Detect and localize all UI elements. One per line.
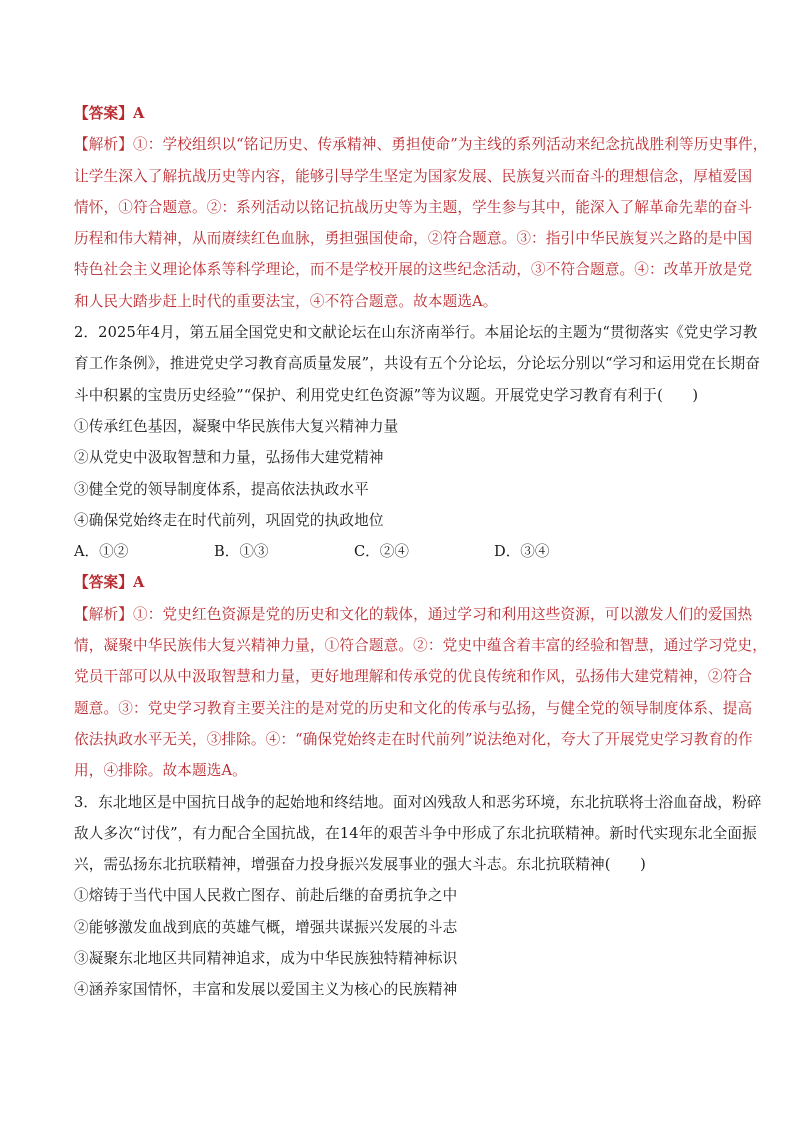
analysis-line: 党员干部可以从中汲取智慧和力量，更好地理解和传承党的优良传统和作风，弘扬伟大建党精神，②符合 [74, 668, 753, 686]
question-3-stem: 3．东北地区是中国抗日战争的起始地和终结地。面对凶残敌人和恶劣环境，东北抗联将士浴血奋战，粉碎 [74, 793, 762, 811]
analysis-line: 依法执政水平无关，③排除。④：“确保党始终走在时代前列”说法绝对化，夸大了开展党史学习教育的作 [74, 730, 753, 748]
analysis-line: 【解析】①：学校组织以“铭记历史、传承精神、勇担使命”为主线的系列活动来纪念抗战胜利等历史事件， [74, 136, 768, 154]
option-b: B．①③ [214, 543, 269, 561]
statement-item: ②能够激发血战到底的英雄气概，增强共谋振兴发展的斗志 [74, 918, 458, 936]
statement-item: ①传承红色基因，凝聚中华民族伟大复兴精神力量 [74, 417, 399, 435]
question-3-stem: 敌人多次“讨伐”，有力配合全国抗战，在14年的艰苦斗争中形成了东北抗联精神。新时代实现东北全面振 [74, 824, 757, 842]
analysis-line: 和人民大踏步赶上时代的重要法宝，④不符合题意。故本题选A。 [74, 292, 498, 310]
analysis-line: 让学生深入了解抗战历史等内容，能够引导学生坚定为国家发展、民族复兴而奋斗的理想信念，厚植爱国 [74, 167, 753, 185]
statement-item: ③健全党的领导制度体系，提高依法执政水平 [74, 480, 369, 498]
analysis-line: 历程和伟大精神，从而赓续红色血脉，勇担强国使命，②符合题意。③：指引中华民族复兴之路的是中国 [74, 230, 753, 248]
statement-item: ①熔铸于当代中国人民救亡图存、前赴后继的奋勇抗争之中 [74, 887, 458, 905]
option-c: C．②④ [354, 543, 409, 561]
option-d: D．③④ [494, 543, 550, 561]
option-a: A．①② [74, 543, 129, 561]
statement-item: ④涵养家国情怀，丰富和发展以爱国主义为核心的民族精神 [74, 981, 458, 999]
page-content [74, 98, 768, 1006]
analysis-line: 特色社会主义理论体系等科学理论，而不是学校开展的这些纪念活动，③不符合题意。④：改革开放是党 [74, 261, 753, 279]
question-3-stem: 兴，需弘扬东北抗联精神，增强奋力投身振兴发展事业的强大斗志。东北抗联精神( ) [74, 856, 646, 874]
question-2-stem: 2．2025年4月，第五届全国党史和文献论坛在山东济南举行。本届论坛的主题为“贯彻落实《党史学习教 [74, 324, 758, 342]
options-row [74, 536, 722, 567]
analysis-line: 题意。③：党史学习教育主要关注的是对党的历史和文化的传承与弘扬，与健全党的领导制度体系、提高 [74, 699, 753, 717]
answer-line-2: 【答案】A [74, 574, 145, 592]
statement-item: ③凝聚东北地区共同精神追求，成为中华民族独特精神标识 [74, 950, 458, 968]
statement-item: ②从党史中汲取智慧和力量，弘扬伟大建党精神 [74, 449, 384, 467]
statement-item: ④确保党始终走在时代前列，巩固党的执政地位 [74, 511, 384, 529]
analysis-line: 【解析】①：党史红色资源是党的历史和文化的载体，通过学习和利用这些资源，可以激发人们的爱国热 [74, 605, 753, 623]
question-2-stem: 斗中积累的宝贵历史经验”“保护、利用党史红色资源”等为议题。开展党史学习教育有利于( ) [74, 386, 699, 404]
question-2-stem: 育工作条例》，推进党史学习教育高质量发展”，共设有五个分论坛，分论坛分别以“学习和运用党在长期奋 [74, 355, 761, 373]
analysis-line: 情怀，①符合题意。②：系列活动以铭记抗战历史等为主题，学生参与其中，能深入了解革命先辈的奋斗 [74, 198, 753, 216]
answer-line-1: 【答案】A [74, 105, 145, 122]
analysis-line: 用，④排除。故本题选A。 [74, 762, 247, 780]
analysis-line: 情，凝聚中华民族伟大复兴精神力量，①符合题意。②：党史中蕴含着丰富的经验和智慧，通过学习党史， [74, 637, 767, 655]
